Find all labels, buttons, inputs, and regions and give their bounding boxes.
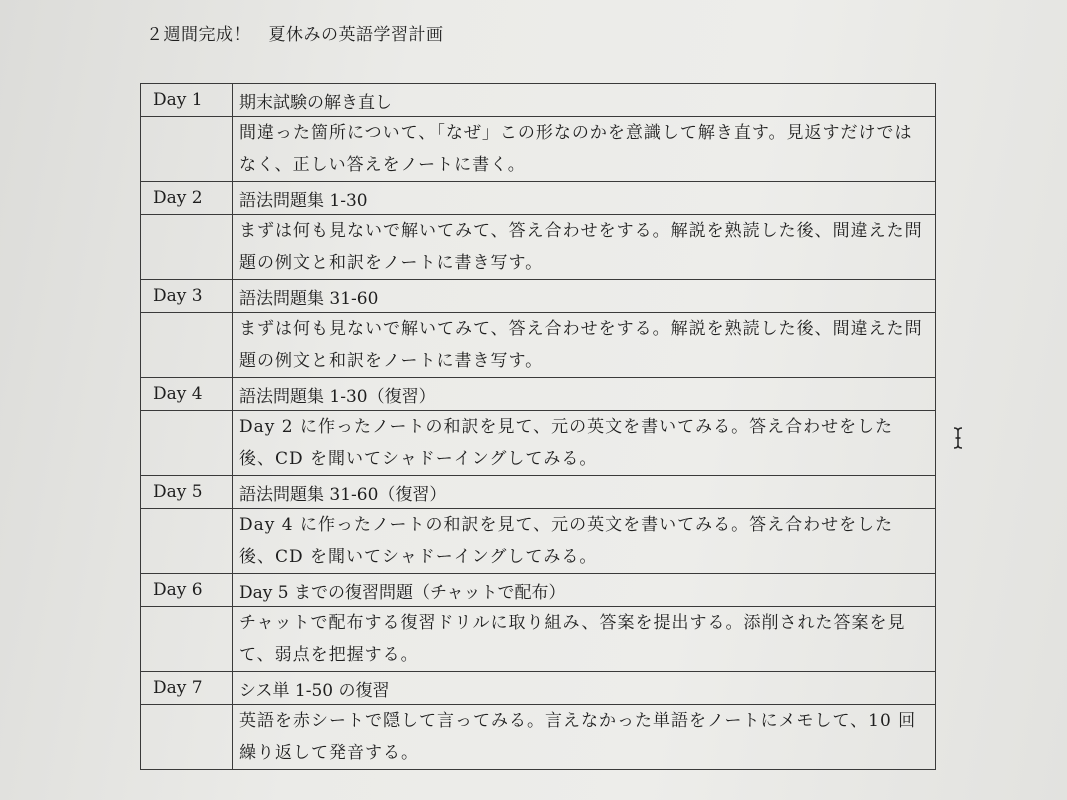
table-row	[141, 313, 936, 378]
study-plan-table	[140, 83, 936, 770]
empty-cell[interactable]	[141, 411, 233, 476]
task-title[interactable]: 語法問題集 31-60	[233, 280, 936, 313]
empty-cell[interactable]	[141, 509, 233, 574]
task-description[interactable]: まずは何も見ないで解いてみて、答え合わせをする。解説を熟読した後、間違えた問題の例文と和訳をノートに書き写す。	[233, 215, 936, 280]
empty-cell[interactable]	[141, 313, 233, 378]
table-row	[141, 117, 936, 182]
table-row	[141, 411, 936, 476]
table-row	[141, 182, 936, 215]
task-description[interactable]: Day 2 に作ったノートの和訳を見て、元の英文を書いてみる。答え合わせをした後、CD を聞いてシャドーイングしてみる。	[233, 411, 936, 476]
table-row	[141, 84, 936, 117]
table-row	[141, 574, 936, 607]
day-label[interactable]: Day 7	[141, 672, 233, 705]
task-title[interactable]: 語法問題集 1-30	[233, 182, 936, 215]
task-title[interactable]: 期末試験の解き直し	[233, 84, 936, 117]
table-row	[141, 476, 936, 509]
task-description[interactable]: 間違った箇所について、「なぜ」この形なのかを意識して解き直す。見返すだけではなく、正しい答えをノートに書く。	[233, 117, 936, 182]
task-description[interactable]: Day 4 に作ったノートの和訳を見て、元の英文を書いてみる。答え合わせをした後、CD を聞いてシャドーイングしてみる。	[233, 509, 936, 574]
task-description[interactable]: 英語を赤シートで隠して言ってみる。言えなかった単語をノートにメモして、10 回繰り返して発音する。	[233, 705, 936, 770]
table-row	[141, 215, 936, 280]
day-label[interactable]: Day 5	[141, 476, 233, 509]
empty-cell[interactable]	[141, 705, 233, 770]
task-description[interactable]: チャットで配布する復習ドリルに取り組み、答案を提出する。添削された答案を見て、弱点を把握する。	[233, 607, 936, 672]
day-label[interactable]: Day 4	[141, 378, 233, 411]
day-label[interactable]: Day 1	[141, 84, 233, 117]
day-label[interactable]: Day 6	[141, 574, 233, 607]
table-row	[141, 509, 936, 574]
task-title[interactable]: Day 5 までの復習問題（チャットで配布）	[233, 574, 936, 607]
table-row	[141, 705, 936, 770]
empty-cell[interactable]	[141, 607, 233, 672]
table-row	[141, 378, 936, 411]
document-title: ２週間完成！ 夏休みの英語学習計画	[146, 25, 444, 45]
empty-cell[interactable]	[141, 117, 233, 182]
task-title[interactable]: シス単 1-50 の復習	[233, 672, 936, 705]
table-row	[141, 672, 936, 705]
day-label[interactable]: Day 3	[141, 280, 233, 313]
task-description[interactable]: まずは何も見ないで解いてみて、答え合わせをする。解説を熟読した後、間違えた問題の例文と和訳をノートに書き写す。	[233, 313, 936, 378]
empty-cell[interactable]	[141, 215, 233, 280]
task-title[interactable]: 語法問題集 1-30（復習）	[233, 378, 936, 411]
text-cursor-icon	[951, 426, 965, 450]
table-row	[141, 280, 936, 313]
day-label[interactable]: Day 2	[141, 182, 233, 215]
task-title[interactable]: 語法問題集 31-60（復習）	[233, 476, 936, 509]
table-row	[141, 607, 936, 672]
